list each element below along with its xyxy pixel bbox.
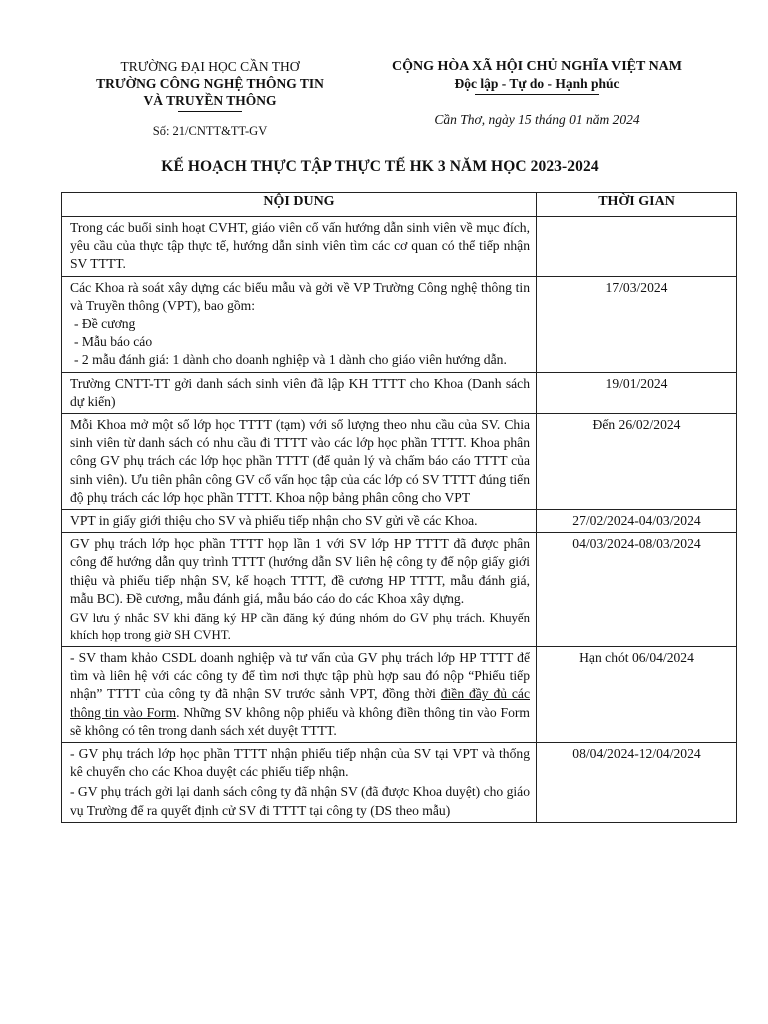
document-number: Số: 21/CNTT&TT-GV [152, 124, 268, 138]
row-content [62, 743, 537, 823]
table-row [62, 217, 737, 277]
table-row [62, 533, 737, 647]
table-row [62, 743, 737, 823]
row-content-text: Các Khoa rà soát xây dựng các biểu mẫu và gởi về VP Trường Công nghệ thông tin và Truyền thông (VPT), bao gồm: [70, 279, 530, 313]
row-time: 08/04/2024-12/04/2024 [537, 743, 737, 823]
school-name-line1: TRƯỜNG CÔNG NGHỆ THÔNG TIN [96, 76, 324, 91]
row-time: 27/02/2024-04/03/2024 [537, 510, 737, 533]
motto: Độc lập - Tự do - Hạnh phúc [454, 76, 620, 91]
row-content: VPT in giấy giới thiệu cho SV và phiếu tiếp nhận cho SV gửi về các Khoa. [62, 510, 537, 533]
list-item: - 2 mẫu đánh giá: 1 dành cho doanh nghiệp và 1 dành cho giáo viên hướng dẫn. [74, 352, 507, 368]
table-row [62, 647, 737, 743]
column-header-content: NỘI DUNG [62, 193, 537, 217]
row-note: GV lưu ý nhắc SV khi đăng ký HP cần đăng ký đúng nhóm do GV phụ trách. Khuyến khích họp trong giờ SH CVHT. [70, 611, 530, 643]
document-title: KẾ HOẠCH THỰC TẬP THỰC TẾ HK 3 NĂM HỌC 2023-2024 [161, 158, 599, 175]
national-motto-block [352, 58, 722, 128]
row-content: Trong các buổi sinh hoạt CVHT, giáo viên cố vấn hướng dẫn sinh viên về mục đích, yêu cầu của thực tập thực tế, hướng dẫn sinh viên tìm các cơ quan có thể tiếp nhận SV TTTT. [62, 217, 537, 277]
row-content-text-2: - GV phụ trách gởi lại danh sách công ty đã nhận SV (đã được Khoa duyệt) cho giáo vụ Trường để ra quyết định cử SV đi TTTT tại công ty (DS theo mẫu) [70, 784, 530, 818]
document-date: Cần Thơ, ngày 15 tháng 01 năm 2024 [434, 112, 640, 127]
list-item: - Mẫu báo cáo [74, 334, 153, 350]
university-name: TRƯỜNG ĐẠI HỌC CẦN THƠ [120, 59, 300, 74]
column-header-time: THỜI GIAN [537, 193, 737, 217]
country-name: CỘNG HÒA XÃ HỘI CHỦ NGHĨA VIỆT NAM [391, 59, 682, 74]
row-content [62, 647, 537, 743]
table-row [62, 372, 737, 413]
motto-underline [475, 94, 599, 95]
issuer-underline [178, 111, 242, 112]
row-time: Đến 26/02/2024 [537, 414, 737, 510]
school-name-line2: VÀ TRUYỀN THÔNG [143, 93, 277, 108]
row-time: Hạn chót 06/04/2024 [537, 647, 737, 743]
row-content-text: - GV phụ trách lớp học phần TTTT nhận phiếu tiếp nhận của SV tại VPT và thống kê chuyển cho các Khoa duyệt các phiếu tiếp nhận. [70, 746, 530, 780]
form-instruction-underlined: điền đầy đủ các thông tin vào Form [70, 686, 530, 720]
row-content-text: - SV tham khảo CSDL doanh nghiệp và tư vấn của GV phụ trách lớp HP TTTT để tìm và liên hệ với các công ty để tìm nơi thực tập phù hợp sau đó nộp “Phiếu tiếp nhận” TTTT của công ty đã nhận SV trước sảnh VPT, đồng thời [70, 650, 530, 702]
row-time: 17/03/2024 [537, 276, 737, 372]
row-content-text-end: . Những SV không nộp phiếu và không điền thông tin vào Form sẽ không có tên trong danh sách xét duyệt TTTT. [70, 704, 530, 738]
table-row [62, 276, 737, 372]
list-item: - Đề cương [74, 316, 136, 332]
row-content [62, 276, 537, 372]
plan-table [61, 192, 737, 823]
row-time: 04/03/2024-08/03/2024 [537, 533, 737, 647]
row-content: Mỗi Khoa mở một số lớp học TTTT (tạm) với số lượng theo nhu cầu của SV. Chia sinh viên từ danh sách có nhu cầu đi TTTT vào các lớp học phần TTTT. Khoa phân công GV phụ trách các lớp học phần TTTT (để quản lý và chấm báo cáo TTTT của sinh viên). Ưu tiên phân công GV cố vấn học tập của các lớp có SV TTTT đúng tiến độ phụ trách các lớp học phần TTTT. Khoa nộp bảng phân công cho VPT [62, 414, 537, 510]
row-content-text: GV phụ trách lớp học phần TTTT họp lần 1 với SV lớp HP TTTT đã được phân công để hướng dẫn quy trình TTTT (hướng dẫn SV liên hệ công ty để nộp giấy giới thiệu và phiếu tiếp nhận SV, kế hoạch TTTT, đề cương HP TTTT, mẫu đánh giá, mẫu BC). Đề cương, mẫu đánh giá, mẫu báo cáo do các Khoa xây dựng. [70, 536, 530, 606]
row-content: Trường CNTT-TT gởi danh sách sinh viên đã lập KH TTTT cho Khoa (Danh sách dự kiến) [62, 372, 537, 413]
row-time: 19/01/2024 [537, 372, 737, 413]
row-content [62, 533, 537, 647]
issuer-block [70, 58, 350, 139]
row-time [537, 217, 737, 277]
table-row [62, 414, 737, 510]
table-row [62, 510, 737, 533]
table-header-row [62, 193, 737, 217]
